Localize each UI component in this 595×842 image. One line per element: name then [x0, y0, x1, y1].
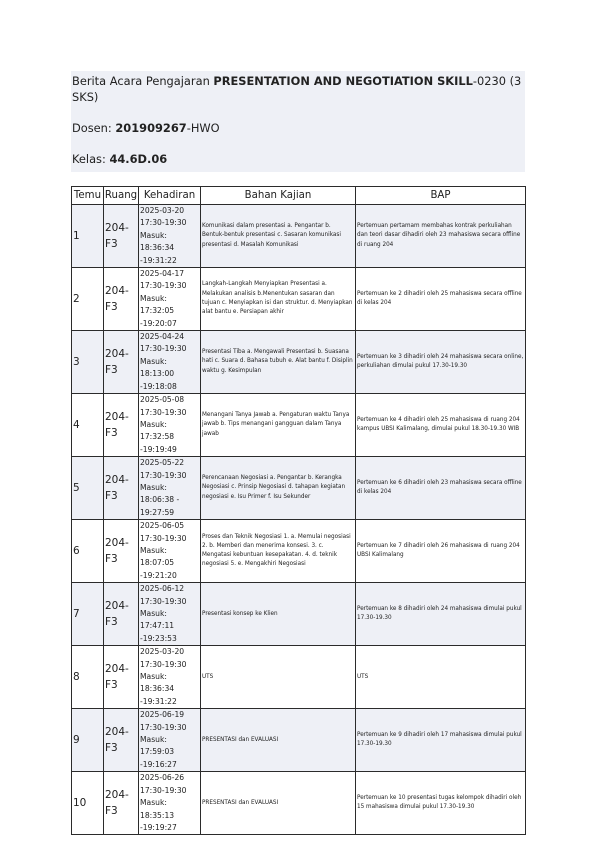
material-cell: Komunikasi dalam presentasi a. Pengantar b. Bentuk-bentuk presentasi c. Sasaran komunikasi presentasi d. Masalah Komunikasi — [201, 205, 356, 268]
bap-cell: Pertemuan ke 2 dihadiri oleh 25 mahasiswa secara offline di kelas 204 — [356, 268, 526, 331]
material-cell: UTS — [201, 646, 356, 709]
table-row — [72, 331, 526, 394]
table-row — [72, 457, 526, 520]
room-cell: 204-F3 — [104, 205, 139, 268]
table-body — [72, 205, 526, 835]
column-header-kehadiran: Kehadiran — [139, 187, 201, 205]
attendance-cell: 2025-06-12 17:30-19:30 Masuk: 17:47:11 -19:23:53 — [139, 583, 201, 646]
class-value: 44.6D.06 — [109, 152, 168, 166]
room-cell: 204-F3 — [104, 583, 139, 646]
column-header-bahan-kajian: Bahan Kajian — [201, 187, 356, 205]
material-cell: PRESENTASI dan EVALUASI — [201, 772, 356, 835]
column-header-bap: BAP — [356, 187, 526, 205]
table-row — [72, 709, 526, 772]
attendance-table — [71, 186, 526, 835]
room-cell: 204-F3 — [104, 457, 139, 520]
bap-cell: Pertemuan ke 7 dihadiri oleh 26 mahasiswa di ruang 204 UBSI Kalimalang — [356, 520, 526, 583]
meeting-number: 10 — [72, 772, 104, 835]
attendance-cell: 2025-04-24 17:30-19:30 Masuk: 18:13:00 -19:18:08 — [139, 331, 201, 394]
class-label: Kelas: — [72, 152, 110, 166]
attendance-cell: 2025-05-08 17:30-19:30 Masuk: 17:32:58 -19:19:49 — [139, 394, 201, 457]
attendance-cell: 2025-05-22 17:30-19:30 Masuk: 18:06:38 - 19:27:59 — [139, 457, 201, 520]
table-row — [72, 583, 526, 646]
room-cell: 204-F3 — [104, 331, 139, 394]
column-header-ruang: Ruang — [104, 187, 139, 205]
meeting-number: 7 — [72, 583, 104, 646]
attendance-cell: 2025-04-17 17:30-19:30 Masuk: 17:32:05 -19:20:07 — [139, 268, 201, 331]
material-cell: Langkah-Langkah Menyiapkan Presentasi a. Melakukan analisis b.Menentukan sasaran dan tujuan c. Menyiapkan isi dan struktur. d. Menyiapkan alat bantu e. Persiapan akhir — [201, 268, 356, 331]
attendance-cell: 2025-03-20 17:30-19:30 Masuk: 18:36:34 -19:31:22 — [139, 205, 201, 268]
table-header-row — [72, 187, 526, 205]
attendance-cell: 2025-03-20 17:30-19:30 Masuk: 18:36:34 -19:31:22 — [139, 646, 201, 709]
column-header-temu: Temu — [72, 187, 104, 205]
course-name: PRESENTATION AND NEGOTIATION SKILL — [213, 74, 473, 88]
meeting-number: 9 — [72, 709, 104, 772]
room-cell: 204-F3 — [104, 646, 139, 709]
room-cell: 204-F3 — [104, 268, 139, 331]
attendance-cell: 2025-06-26 17:30-19:30 Masuk: 18:35:13 -19:19:27 — [139, 772, 201, 835]
table-row — [72, 520, 526, 583]
title-prefix: Berita Acara Pengajaran — [72, 74, 214, 88]
course-code: -0230 (3 SKS) — [72, 74, 522, 104]
material-cell: Proses dan Teknik Negosiasi 1. a. Memulai negosiasi 2. b. Memberi dan menerima konsesi. 3. c. Mengatasi kebuntuan kesepakatan. 4. d. teknik negosiasi 5. e. Mengakhiri Negosiasi — [201, 520, 356, 583]
bap-cell: Pertemuan ke 10 presentasi tugas kelompok dihadiri oleh 15 mahasiswa dimulai pukul 17.30-19.30 — [356, 772, 526, 835]
table-row — [72, 772, 526, 835]
lecturer-code: -HWO — [186, 121, 220, 135]
meeting-number: 8 — [72, 646, 104, 709]
room-cell: 204-F3 — [104, 709, 139, 772]
table-row — [72, 205, 526, 268]
table-row — [72, 394, 526, 457]
bap-cell: Pertemuan ke 8 dihadiri oleh 24 mahasiswa dimulai pukul 17.30-19.30 — [356, 583, 526, 646]
meeting-number: 3 — [72, 331, 104, 394]
table-row — [72, 268, 526, 331]
meeting-number: 6 — [72, 520, 104, 583]
lecturer-id: 201909267 — [115, 121, 187, 135]
material-cell: PRESENTASI dan EVALUASI — [201, 709, 356, 772]
document-header — [71, 71, 525, 172]
meeting-number: 1 — [72, 205, 104, 268]
meeting-number: 2 — [72, 268, 104, 331]
bap-cell: Pertemuan ke 3 dihadiri oleh 24 mahasiswa secara online, perkuliahan dimulai pukul 17.30-19.30 — [356, 331, 526, 394]
lecturer-line — [72, 120, 523, 136]
bap-cell: Pertemuan ke 4 dihadiri oleh 25 mahasiswa di ruang 204 kampus UBSI Kalimalang, dimulai pukul 18.30-19.30 WIB — [356, 394, 526, 457]
room-cell: 204-F3 — [104, 520, 139, 583]
meeting-number: 5 — [72, 457, 104, 520]
material-cell: Presentasi konsep ke Klien — [201, 583, 356, 646]
bap-cell: Pertemuan ke 6 dihadiri oleh 23 mahasiswa secara offline di kelas 204 — [356, 457, 526, 520]
meeting-number: 4 — [72, 394, 104, 457]
attendance-cell: 2025-06-19 17:30-19:30 Masuk: 17:59:03 -19:16:27 — [139, 709, 201, 772]
room-cell: 204-F3 — [104, 772, 139, 835]
material-cell: Menangani Tanya Jawab a. Pengaturan waktu Tanya jawab b. Tips menangani gangguan dalam Tanya jawab — [201, 394, 356, 457]
material-cell: Perencanaan Negosiasi a. Pengantar b. Kerangka Negosiasi c. Prinsip Negosiasi d. tahapan kegiatan negosiasi e. Isu Primer f. Isu Sekunder — [201, 457, 356, 520]
table-row — [72, 646, 526, 709]
bap-cell: UTS — [356, 646, 526, 709]
report-title — [72, 73, 523, 105]
attendance-cell: 2025-06-05 17:30-19:30 Masuk: 18:07:05 -19:21:20 — [139, 520, 201, 583]
room-cell: 204-F3 — [104, 394, 139, 457]
bap-cell: Pertemuan ke 9 dihadiri oleh 17 mahasiswa dimulai pukul 17.30-19.30 — [356, 709, 526, 772]
lecturer-label: Dosen: — [72, 121, 116, 135]
class-line — [72, 151, 523, 167]
bap-cell: Pertemuan pertamam membahas kontrak perkuliahan dan teori dasar dihadiri oleh 23 mahasiswa secara offline di ruang 204 — [356, 205, 526, 268]
material-cell: Presentasi Tiba a. Mengawali Presentasi b. Suasana hati c. Suara d. Bahasa tubuh e. Alat bantu f. Disiplin waktu g. Kesimpulan — [201, 331, 356, 394]
